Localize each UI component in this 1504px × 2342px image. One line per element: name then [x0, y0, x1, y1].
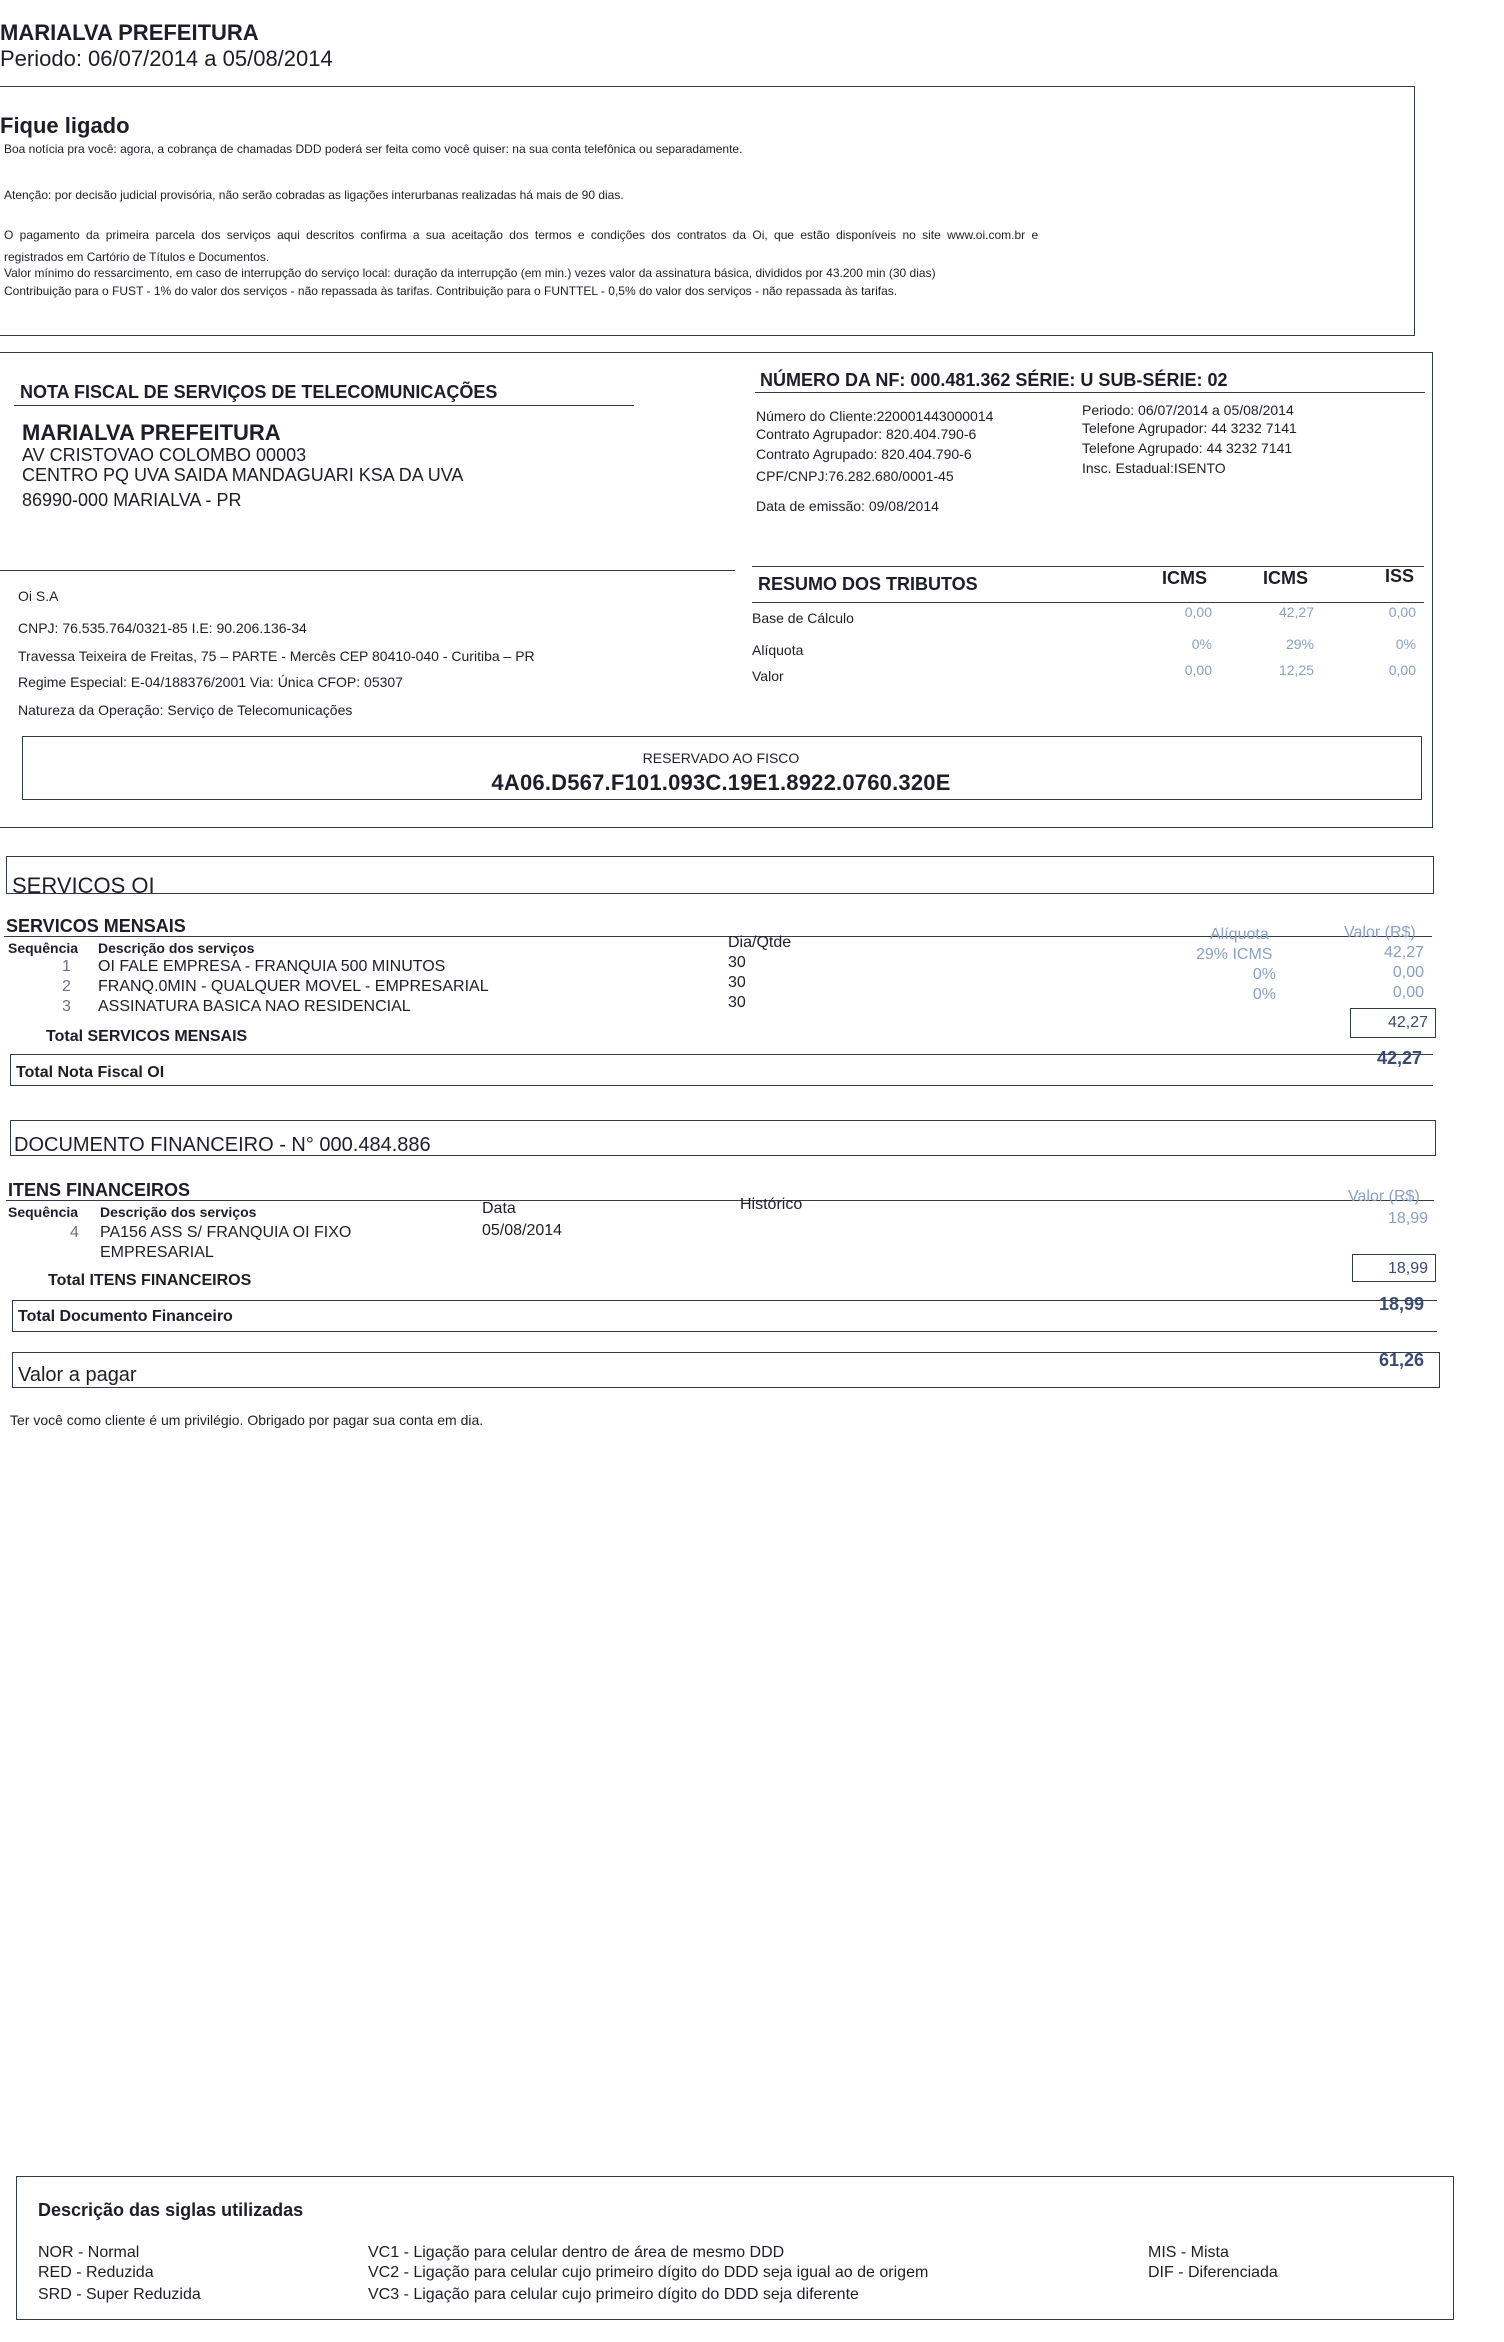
client-info-right: Periodo: 06/07/2014 a 05/08/2014: [1082, 402, 1294, 418]
tributos-row-label: Base de Cálculo: [752, 610, 854, 626]
col-sequencia: Sequência: [8, 940, 79, 956]
valor-pagar-value: 61,26: [1378, 1350, 1424, 1370]
client-info-right: Insc. Estadual:ISENTO: [1082, 460, 1226, 476]
client-info-right: Telefone Agrupador: 44 3232 7141: [1082, 420, 1297, 436]
notice-line: O pagamento da primeira parcela dos serviços aqui descritos confirma a sua aceitação dos termos e condições dos contratos da Oi, que estão disponíveis no site www.oi.com.br e: [4, 228, 1039, 242]
total-nf-box: [10, 1054, 1433, 1086]
tributos-value: 0%: [1191, 636, 1212, 652]
item-data: 05/08/2014: [482, 1222, 563, 1239]
item-aliq: 0%: [1252, 986, 1276, 1003]
item-valor: 0,00: [1392, 964, 1424, 981]
servicos-title: SERVICOS OI: [12, 873, 155, 898]
item-qtde: 30: [728, 954, 746, 971]
valor-pagar-box: [12, 1352, 1440, 1388]
tributos-value: 12,25: [1278, 662, 1314, 678]
emission-date: Data de emissão: 09/08/2014: [756, 498, 939, 514]
servicos-title-box: [6, 856, 1434, 894]
item-desc: ASSINATURA BASICA NAO RESIDENCIAL: [98, 998, 411, 1015]
tributos-value: 42,27: [1278, 604, 1314, 620]
fisco-label: RESERVADO AO FISCO: [642, 750, 800, 766]
item-aliq: 0%: [1252, 966, 1276, 983]
item-qtde: 30: [728, 974, 746, 991]
tributos-value: 0,00: [1184, 662, 1212, 678]
total-servicos-value: 42,27: [1387, 1014, 1428, 1031]
tributos-col: ISS: [1385, 566, 1415, 586]
sigla-item: NOR - Normal: [38, 2244, 140, 2261]
col-descricao: Descrição dos serviços: [100, 1204, 257, 1220]
item-seq: 1: [62, 958, 71, 975]
sigla-item: SRD - Super Reduzida: [38, 2286, 201, 2303]
item-desc: OI FALE EMPRESA - FRANQUIA 500 MINUTOS: [98, 958, 446, 975]
total-documento-label: Total Documento Financeiro: [18, 1308, 233, 1325]
item-valor: 18,99: [1387, 1210, 1428, 1227]
item-valor: 42,27: [1383, 944, 1424, 961]
issuer-line: Oi S.A: [18, 588, 59, 604]
col-descricao: Descrição dos serviços: [98, 940, 255, 956]
sigla-item: VC3 - Ligação para celular cujo primeiro dígito do DDD seja diferente: [368, 2286, 859, 2303]
client-info: Contrato Agrupador: 820.404.790-6: [756, 426, 977, 442]
item-seq: 4: [70, 1224, 79, 1241]
item-qtde: 30: [728, 994, 746, 1011]
col-dia-qtde: Dia/Qtde: [728, 934, 792, 951]
period-header: Periodo: 06/07/2014 a 05/08/2014: [0, 46, 333, 71]
total-nf-label: Total Nota Fiscal OI: [16, 1064, 165, 1081]
tributos-value: 0%: [1395, 636, 1416, 652]
col-aliquota: Alíquota: [1210, 926, 1269, 943]
financeiro-subtitle: ITENS FINANCEIROS: [8, 1180, 191, 1200]
notice-title: Fique ligado: [0, 113, 130, 138]
issuer-line: CNPJ: 76.535.764/0321-85 I.E: 90.206.136-34: [18, 620, 307, 636]
tributos-value: 0,00: [1388, 662, 1416, 678]
notice-line: Atenção: por decisão judicial provisória, não serão cobradas as ligações interurbanas realizadas há mais de 90 dias.: [4, 188, 624, 202]
total-documento-value: 18,99: [1378, 1294, 1424, 1314]
item-desc: PA156 ASS S/ FRANQUIA OI FIXO: [100, 1224, 352, 1241]
issuer-line: Natureza da Operação: Serviço de Telecomunicações: [18, 702, 353, 718]
tributos-row-label: Valor: [752, 668, 784, 684]
col-historico: Histórico: [740, 1196, 803, 1213]
col-valor: Valor (R$): [1344, 924, 1416, 941]
tributos-value: 0,00: [1388, 604, 1416, 620]
item-seq: 2: [62, 978, 71, 995]
item-aliq: 29% ICMS: [1196, 946, 1273, 963]
sigla-item: DIF - Diferenciada: [1148, 2264, 1278, 2281]
sigla-item: RED - Reduzida: [38, 2264, 154, 2281]
client-info-right: Telefone Agrupado: 44 3232 7141: [1082, 440, 1293, 456]
client-info: Número do Cliente:220001443000014: [756, 408, 994, 424]
nf-title: NOTA FISCAL DE SERVIÇOS DE TELECOMUNICAÇÕES: [20, 382, 498, 402]
issuer-line: Regime Especial: E-04/188376/2001 Via: Única CFOP: 05307: [18, 674, 403, 690]
item-desc: EMPRESARIAL: [100, 1244, 214, 1261]
item-seq: 3: [62, 998, 71, 1015]
tributos-value: 0,00: [1184, 604, 1212, 620]
sigla-item: VC1 - Ligação para celular dentro de área de mesmo DDD: [368, 2244, 785, 2261]
sigla-item: VC2 - Ligação para celular cujo primeiro dígito do DDD seja igual ao de origem: [368, 2264, 929, 2281]
col-valor: Valor (R$): [1348, 1188, 1420, 1205]
tributos-col: ICMS: [1162, 568, 1207, 588]
client-info: CPF/CNPJ:76.282.680/0001-45: [756, 468, 954, 484]
address-line: 86990-000 MARIALVA - PR: [22, 490, 242, 510]
item-valor: 0,00: [1392, 984, 1424, 1001]
total-itens-label: Total ITENS FINANCEIROS: [48, 1272, 252, 1289]
issuer-line: Travessa Teixeira de Freitas, 75 – PARTE - Mercês CEP 80410-040 - Curitiba – PR: [18, 648, 535, 664]
notice-line: Valor mínimo do ressarcimento, em caso de interrupção do serviço local: duração da interrupção (em min.) vezes valor da assinatura básica, divididos por 43.200 min (30 dias): [4, 266, 936, 280]
tributos-value: 29%: [1285, 636, 1314, 652]
notice-box: [0, 86, 1415, 336]
item-desc: FRANQ.0MIN - QUALQUER MOVEL - EMPRESARIAL: [98, 978, 489, 995]
total-itens-value: 18,99: [1387, 1260, 1428, 1277]
siglas-title: Descrição das siglas utilizadas: [38, 2200, 304, 2220]
nf-number: NÚMERO DA NF: 000.481.362 SÉRIE: U SUB-SÉRIE: 02: [760, 370, 1228, 390]
valor-pagar-label: Valor a pagar: [18, 1364, 137, 1386]
sigla-item: MIS - Mista: [1148, 2244, 1229, 2261]
notice-line: registrados em Cartório de Títulos e Documentos.: [4, 250, 270, 264]
notice-line: Contribuição para o FUST - 1% do valor dos serviços - não repassada às tarifas. Contribuição para o FUNTTEL - 0,5% do valor dos serviços - não repassada às tarifas.: [4, 284, 898, 298]
client-name: MARIALVA PREFEITURA: [22, 420, 281, 445]
fisco-code: 4A06.D567.F101.093C.19E1.8922.0760.320E: [491, 770, 951, 795]
tributos-row-label: Alíquota: [752, 642, 804, 658]
col-data: Data: [482, 1200, 516, 1217]
total-servicos-label: Total SERVICOS MENSAIS: [46, 1028, 248, 1045]
total-nf-value: 42,27: [1376, 1048, 1422, 1068]
footer-note: Ter você como cliente é um privilégio. Obrigado por pagar sua conta em dia.: [10, 1412, 484, 1428]
financeiro-title: DOCUMENTO FINANCEIRO - N° 000.484.886: [14, 1134, 431, 1156]
tributos-col: ICMS: [1263, 568, 1308, 588]
company-header: MARIALVA PREFEITURA: [0, 20, 259, 45]
address-line: AV CRISTOVAO COLOMBO 00003: [22, 445, 307, 465]
tributos-title: RESUMO DOS TRIBUTOS: [758, 574, 978, 594]
address-line: CENTRO PQ UVA SAIDA MANDAGUARI KSA DA UVA: [22, 465, 464, 485]
client-info: Contrato Agrupado: 820.404.790-6: [756, 446, 972, 462]
col-sequencia: Sequência: [8, 1204, 79, 1220]
servicos-subtitle: SERVICOS MENSAIS: [6, 916, 186, 936]
notice-line: Boa notícia pra você: agora, a cobrança de chamadas DDD poderá ser feita como você quiser: na sua conta telefônica ou separadamente.: [4, 142, 743, 156]
